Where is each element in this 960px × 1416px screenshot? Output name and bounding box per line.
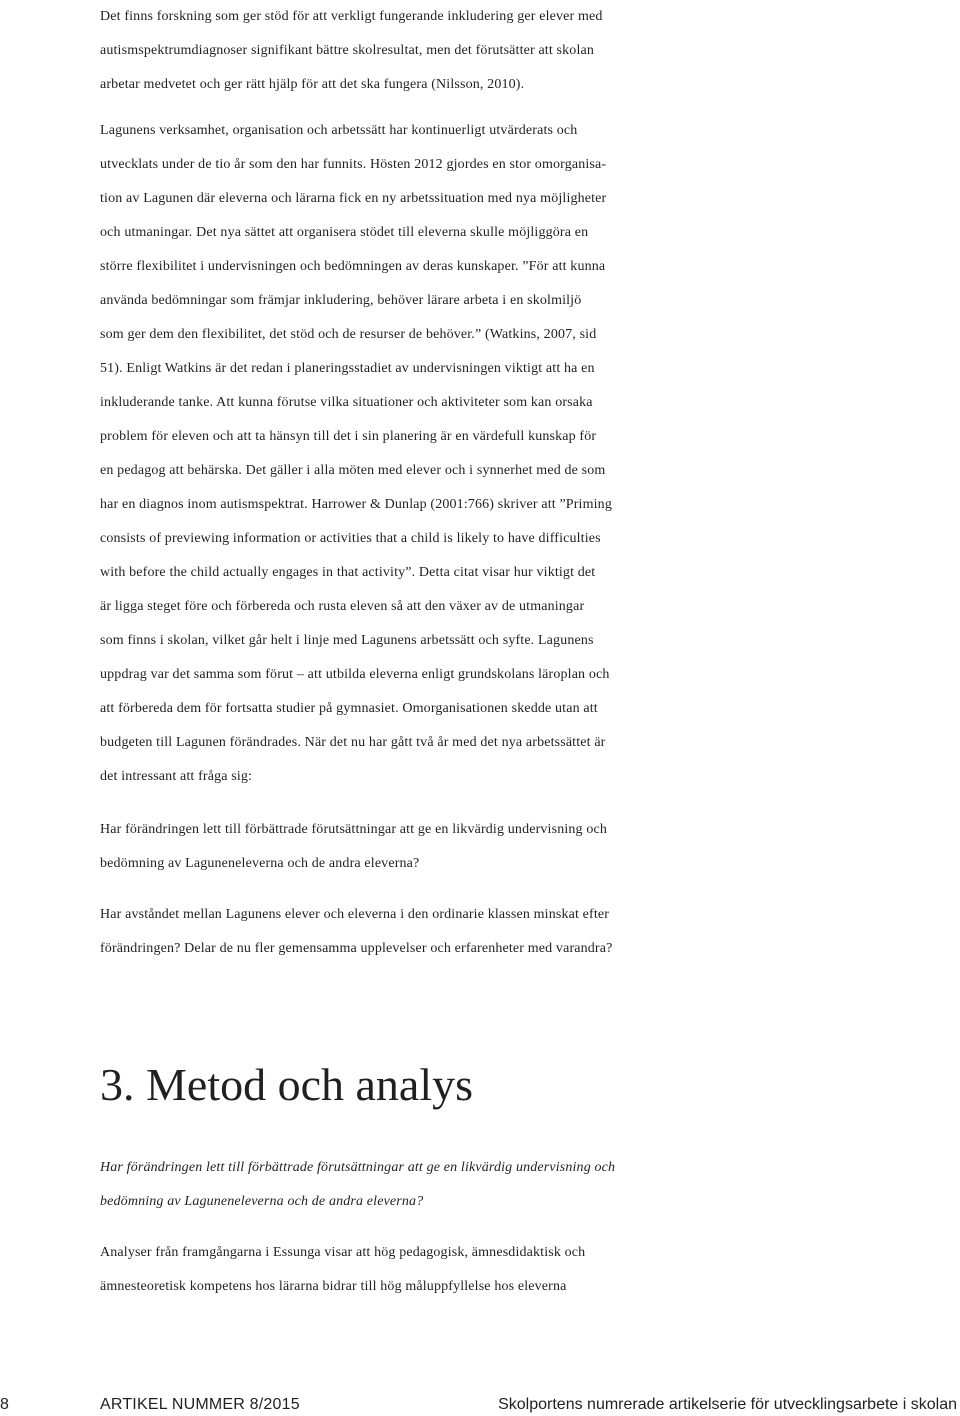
text-line: problem för eleven och att ta hänsyn till det i sin planering är en värdefull kunskap för: [100, 429, 597, 444]
body-paragraph-2: [100, 114, 960, 794]
text-line: ämnesteoretisk kompetens hos lärarna bidrar till hög måluppfyllelse hos eleverna: [100, 1279, 567, 1294]
text-line: autismspektrumdiagnoser signifikant bättre skolresultat, men det förutsätter att skolan: [100, 43, 594, 58]
text-line: att förbereda dem för fortsatta studier på gymnasiet. Omorganisationen skedde utan att: [100, 701, 598, 716]
page-number: 8: [0, 1396, 9, 1413]
text-line: with before the child actually engages in that activity”. Detta citat visar hur viktigt det: [100, 565, 596, 580]
section-heading: 3. Metod och analys: [100, 1059, 474, 1110]
text-line: uppdrag var det samma som förut – att utbilda eleverna enligt grundskolans läroplan och: [100, 667, 610, 682]
research-question-2: [100, 898, 960, 966]
text-line: är ligga steget före och förbereda och rusta eleven så att den växer av de utmaningar: [100, 599, 585, 614]
text-line: Lagunens verksamhet, organisation och arbetssätt har kontinuerligt utvärderats och: [100, 123, 578, 138]
text-line: budgeten till Lagunen förändrades. När det nu har gått två år med det nya arbetssättet är: [100, 735, 606, 750]
text-line: använda bedömningar som främjar inkludering, behöver lärare arbeta i en skolmiljö: [100, 293, 582, 308]
text-line: 51). Enligt Watkins är det redan i planeringsstadiet av undervisningen viktigt att ha en: [100, 361, 595, 376]
text-line: det intressant att fråga sig:: [100, 769, 253, 784]
text-line: förändringen? Delar de nu fler gemensamma upplevelser och erfarenheter med varandra?: [100, 941, 613, 956]
footer-article-number: ARTIKEL NUMMER 8/2015: [100, 1396, 300, 1413]
section-paragraph: [100, 1236, 960, 1304]
text-line: Har förändringen lett till förbättrade förutsättningar att ge en likvärdig undervisning och: [100, 1160, 616, 1175]
text-line: en pedagog att behärska. Det gäller i alla möten med elever och i synnerhet med de som: [100, 463, 606, 478]
text-line: och utmaningar. Det nya sättet att organisera stödet till eleverna skulle möjliggöra en: [100, 225, 589, 240]
text-line: bedömning av Laguneneleverna och de andra eleverna?: [100, 856, 420, 871]
text-line: större flexibilitet i undervisningen och bedömningen av deras kunskaper. ”För att kunna: [100, 259, 606, 274]
text-line: som finns i skolan, vilket går helt i linje med Lagunens arbetssätt och syfte. Lagunens: [100, 633, 594, 648]
text-line: consists of previewing information or activities that a child is likely to have difficulties: [100, 531, 601, 546]
text-line: Det finns forskning som ger stöd för att verkligt fungerande inkludering ger elever med: [100, 9, 603, 24]
body-paragraph-1: [100, 0, 960, 102]
footer-series-title: Skolportens numrerade artikelserie för utvecklingsarbete i skolan: [498, 1396, 957, 1413]
text-line: Analyser från framgångarna i Essunga visar att hög pedagogisk, ämnesdidaktisk och: [100, 1245, 586, 1260]
text-line: bedömning av Laguneneleverna och de andra eleverna?: [100, 1194, 424, 1209]
text-line: har en diagnos inom autismspektrat. Harrower & Dunlap (2001:766) skriver att ”Priming: [100, 497, 612, 512]
text-line: utvecklats under de tio år som den har funnits. Hösten 2012 gjordes en stor omorganisa-: [100, 157, 607, 172]
text-line: som ger dem den flexibilitet, det stöd och de resurser de behöver.” (Watkins, 2007, sid: [100, 327, 597, 342]
text-line: Har förändringen lett till förbättrade förutsättningar att ge en likvärdig undervisning och: [100, 822, 607, 837]
research-question-1: [100, 813, 960, 881]
text-line: Har avståndet mellan Lagunens elever och eleverna i den ordinarie klassen minskat efter: [100, 907, 610, 922]
text-line: arbetar medvetet och ger rätt hjälp för att det ska fungera (Nilsson, 2010).: [100, 77, 525, 92]
text-line: inkluderande tanke. Att kunna förutse vilka situationer och aktiviteter som kan orsaka: [100, 395, 593, 410]
italic-research-question: [100, 1151, 960, 1219]
text-line: tion av Lagunen där eleverna och lärarna fick en ny arbetssituation med nya möjligheter: [100, 191, 607, 206]
